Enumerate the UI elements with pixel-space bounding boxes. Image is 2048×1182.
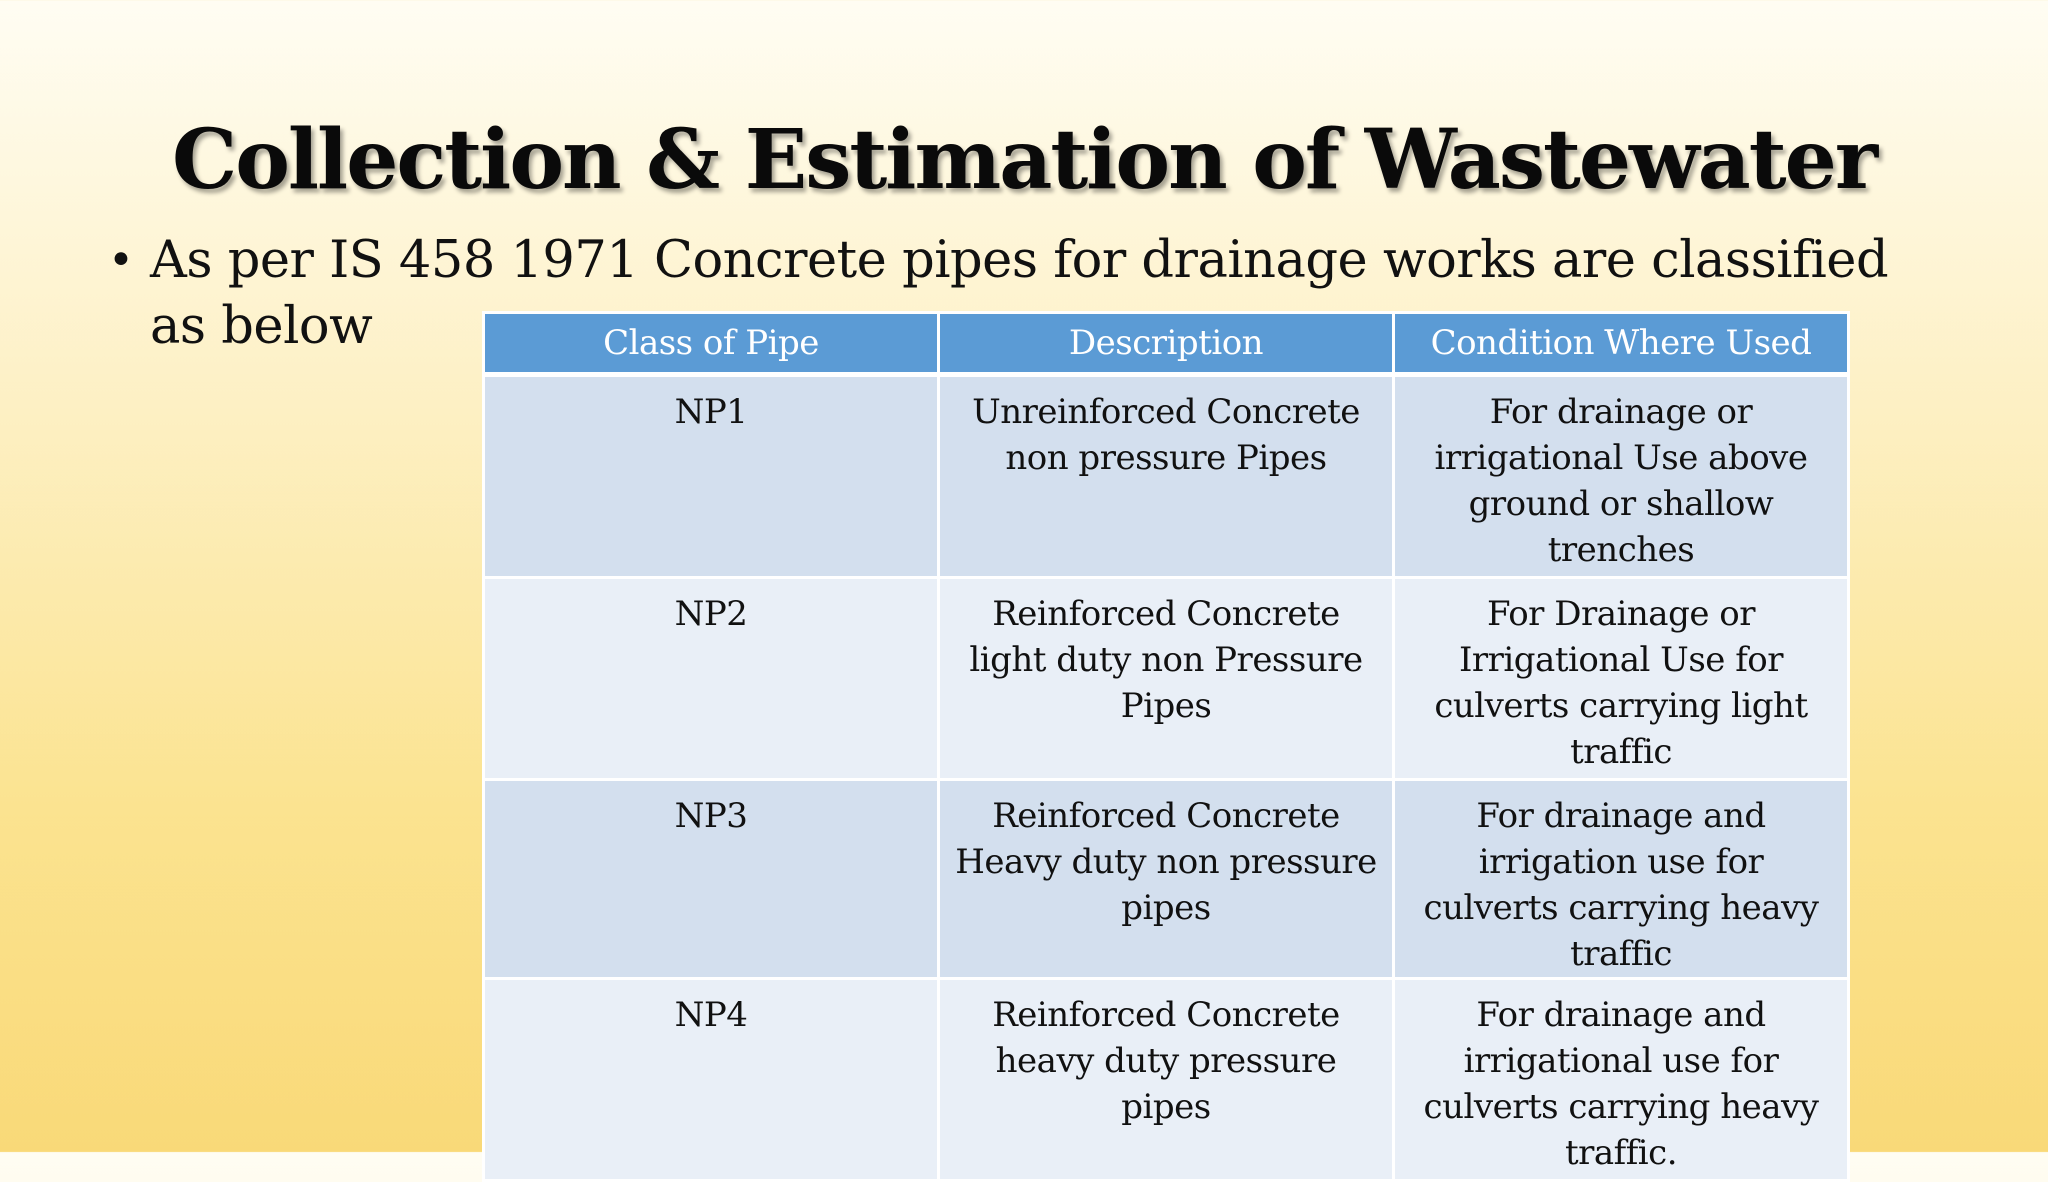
table-row: [484, 979, 1849, 1181]
cell-description: Reinforced Concrete heavy duty pressure pipes: [939, 979, 1394, 1181]
cell-class: NP2: [484, 578, 939, 780]
table-header-row: [484, 313, 1849, 375]
cell-class: NP4: [484, 979, 939, 1181]
cell-condition: For drainage and irrigation use for culverts carrying heavy traffic: [1394, 780, 1849, 979]
header-condition-where-used: Condition Where Used: [1394, 313, 1849, 375]
cell-condition: For drainage and irrigational use for culverts carrying heavy traffic.: [1394, 979, 1849, 1181]
bullet-icon: •: [108, 235, 134, 286]
cell-class: NP1: [484, 375, 939, 578]
table-row: [484, 375, 1849, 578]
header-description: Description: [939, 313, 1394, 375]
slide-title: Collection & Estimation of Wastewater: [171, 112, 1877, 208]
cell-description: Unreinforced Concrete non pressure Pipes: [939, 375, 1394, 578]
cell-condition: For Drainage or Irrigational Use for culverts carrying light traffic: [1394, 578, 1849, 780]
bullet-text-line2: as below: [150, 297, 373, 356]
pipe-class-table: [482, 311, 1850, 1182]
table-row: [484, 780, 1849, 979]
cell-class: NP3: [484, 780, 939, 979]
cell-condition: For drainage or irrigational Use above ground or shallow trenches: [1394, 375, 1849, 578]
cell-description: Reinforced Concrete Heavy duty non pressure pipes: [939, 780, 1394, 979]
header-class-of-pipe: Class of Pipe: [484, 313, 939, 375]
cell-description: Reinforced Concrete light duty non Pressure Pipes: [939, 578, 1394, 780]
bullet-text-line1: As per IS 458 1971 Concrete pipes for drainage works are classified: [150, 231, 1889, 290]
table-row: [484, 578, 1849, 780]
